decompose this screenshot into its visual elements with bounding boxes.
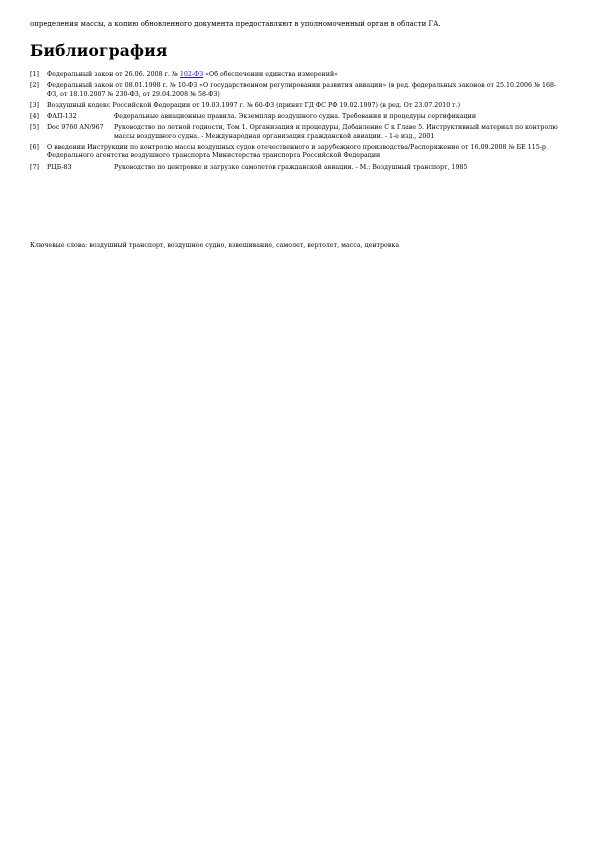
law-link[interactable]: 102-ФЗ: [179, 71, 204, 78]
bibliography-entry: [30, 164, 567, 175]
entry-text-main: Руководство по центровке и загрузке самолетов гражданской авиации. - М.: Воздушный транспорт, 1985: [114, 163, 468, 171]
entry-number: [3]: [30, 101, 39, 109]
bibliography-entry: [30, 82, 567, 102]
entry-number: [1]: [30, 71, 39, 78]
entry-text-main: Федеральный закон от 08.01.1998 г. № 10-ФЗ «О государственном регулировании развития авиации» (в ред. федеральных законов от 25.10.2006 № 168-ФЗ, от 18.10.2007 № 230-ФЗ, от 29.04.2008 № 58-ФЗ): [47, 82, 557, 98]
entry-number: [5]: [30, 124, 39, 132]
entry-number: [2]: [30, 82, 39, 90]
entry-text-tail: «Об обеспечении единства измерений»: [203, 71, 339, 78]
entry-text-main: Руководство по летной годности, Том 1. Организация и процедуры, Добавление С к Главе 5. Инструктивный материал по контролю массы воздушного судна. - Международная организация гражданской авиации. - 1-е изд., 2001: [114, 124, 558, 140]
entry-text: [114, 124, 567, 144]
entry-number: [7]: [30, 163, 39, 171]
entry-text-main: О введении Инструкции по контролю массы воздушных судов отечественного и зарубежного производства/Распоряжение от 16.09.2008 № БЕ 115-р Федерального агентства воздушного транспорта Министерства транспорта Российской Федерации: [47, 144, 546, 160]
entry-code: ФАП-132: [47, 113, 77, 121]
entry-text: [47, 71, 567, 82]
entry-code: РЦБ-83: [47, 163, 72, 171]
bibliography-list: [30, 71, 567, 175]
entry-number: [4]: [30, 113, 39, 121]
entry-text: [47, 144, 567, 164]
bibliography-entry: [30, 113, 567, 124]
bibliography-entry: [30, 71, 567, 82]
entry-text: [114, 164, 567, 175]
entry-text-main: Воздушный кодекс Российской Федерации от 19.03.1997 г. № 60-ФЗ (принят ГД ФС РФ 19.02.1997) (в ред. От 23.07.2010 г.): [47, 101, 461, 109]
entry-text-main: Федеральные авиационные правила. Экземпляр воздушного судна. Требования и процедуры сертификации: [114, 113, 477, 121]
entry-text: [47, 82, 567, 102]
bibliography-entry: [30, 102, 567, 113]
bibliography-entry: [30, 144, 567, 164]
keywords-line: Ключевые слова: воздушный транспорт, воздушное судно, взвешивание, самолет, вертолет, масса, центровка: [30, 242, 400, 249]
entry-text: [114, 113, 567, 124]
entry-text: [47, 102, 567, 113]
entry-code: Doc 9760 AN/967: [47, 124, 104, 132]
entry-number: [6]: [30, 144, 39, 152]
bibliography-heading: Библиография: [30, 41, 168, 60]
entry-text-main: Федеральный закон от 26.06. 2008 г. №: [47, 71, 180, 78]
intro-paragraph: определения массы, а копию обновленного документа предоставляют в уполномоченный орган в области ГА.: [30, 20, 441, 28]
bibliography-entry: [30, 124, 567, 144]
